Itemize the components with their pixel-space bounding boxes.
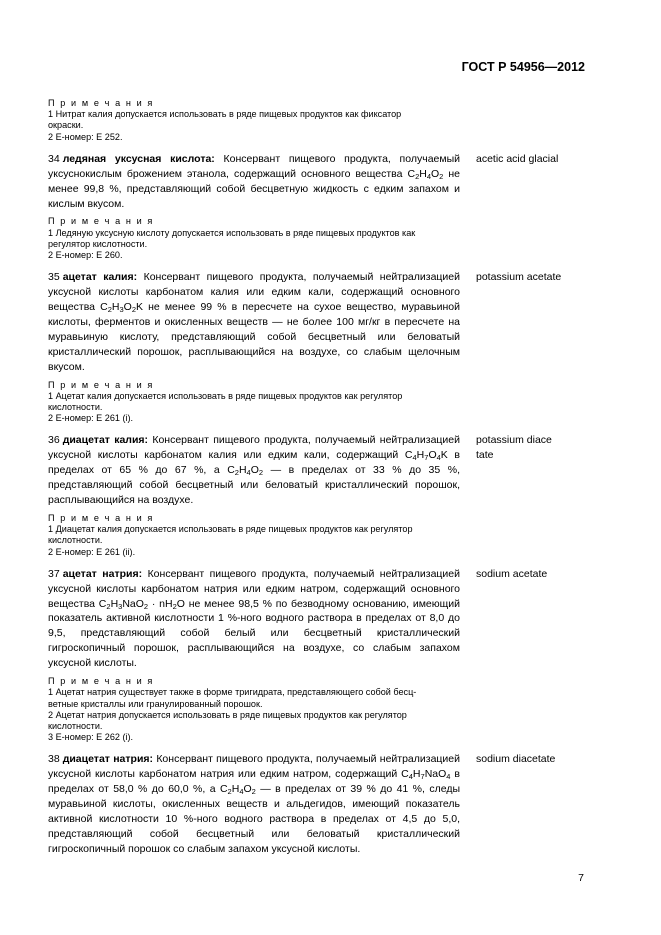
english-equivalent — [476, 433, 576, 463]
note-line: регулятор кислотности. — [48, 238, 148, 249]
term-name: ацетат натрия: — [62, 567, 143, 580]
term-name: диацетат натрия: — [62, 753, 154, 766]
formula-subscript: 2 — [131, 305, 136, 315]
formula-subscript: 4 — [408, 772, 413, 782]
term-definition — [48, 567, 460, 671]
formula-subscript: 2 — [106, 601, 111, 611]
note-line: 2 Е-номер: Е 261 (i). — [48, 413, 134, 424]
definition-text: H — [111, 301, 120, 314]
formula-subscript: 7 — [424, 453, 429, 463]
note-block-33 — [48, 98, 458, 143]
term-number: 38 — [48, 753, 60, 766]
formula-subscript: 4 — [436, 453, 441, 463]
notes-title: П р и м е ч а н и я — [48, 512, 154, 523]
formula-subscript: 3 — [118, 601, 123, 611]
definition-text: O — [123, 301, 132, 314]
formula-subscript: 2 — [439, 171, 444, 181]
note-block-35 — [48, 380, 458, 425]
definition-text: O — [428, 449, 437, 462]
formula-subscript: 4 — [412, 453, 417, 463]
english-equivalent — [476, 152, 576, 167]
formula-subscript: 4 — [246, 468, 251, 478]
note-line: кислотности. — [48, 535, 103, 546]
definition-text: — в пределах от 33 % до 35 %, представляющий собой бесцветный или беловатый кристаллический порошок, расплывающийся на воздухе. — [48, 464, 460, 507]
definition-text: K не менее 99 % в пересчете на сухое вещество, муравьиной кислоты, ферментов и окисленных веществ — не более 100 мг/кг в пересчете на муравьиную кислоту, представляющий собой бесцветный или беловатый кристаллический порошок, расплывающийся на воздухе, со слабым щелочным вкусом. — [48, 301, 460, 373]
formula-subscript: 4 — [239, 787, 244, 797]
page-number: 7 — [578, 872, 584, 884]
definition-text: NaO — [424, 768, 447, 781]
note-line: 1 Диацетат калия допускается использовать в ряде пищевых продуктов как регулятор — [48, 524, 413, 535]
note-line: кислотности. — [48, 720, 103, 731]
definition-text: H — [238, 464, 247, 477]
term-entry-36 — [48, 433, 588, 508]
notes-title: П р и м е ч а н и я — [48, 98, 154, 108]
term-entry-38 — [48, 752, 588, 856]
english-term: sodium diacetate — [476, 753, 556, 766]
term-name: ацетат калия: — [62, 271, 138, 284]
english-equivalent — [476, 752, 576, 767]
term-number: 37 — [48, 567, 60, 580]
term-entry-34 — [48, 152, 588, 212]
english-term: tate — [476, 449, 494, 462]
note-line: 1 Нитрат калия допускается использовать в ряде пищевых продуктов как фиксатор — [48, 109, 402, 120]
definition-text: H — [412, 768, 421, 781]
formula-subscript: 2 — [143, 601, 149, 611]
note-line: 2 Е-номер: Е 260. — [48, 250, 123, 261]
formula-subscript: 2 — [258, 468, 264, 478]
term-entry-37 — [48, 567, 588, 671]
note-line: 1 Ацетат натрия существует также в форме тригидрата, представляющего собой бесц- — [48, 687, 417, 698]
term-number: 34 — [48, 152, 60, 165]
term-definition — [48, 152, 460, 212]
term-name: диацетат калия: — [62, 434, 149, 447]
term-name: ледяная уксусная кислота: — [62, 152, 215, 165]
definition-text: K в пределах от 65 % до 67 %, а C — [48, 449, 461, 477]
definition-text: H — [231, 783, 240, 796]
note-line: кислотности. — [48, 402, 103, 412]
definition-text: Консервант пищевого продукта, получаемый нейтрализацией уксусной кислоты карбонатом калия или едким кали, содержащий C — [48, 434, 460, 462]
definition-text: — в пределах от 39 % до 41 %, следы муравьиной кислоты, окисленных веществ и альдегидов, имеющий показатель активной кислотности 10 %-ного водного раствора в пределах от 4,5 до 5,0, представляющий собой бесцветный или беловатый кристаллический гигроскопичный порошок со слабым запахом уксусной кислоты. — [48, 783, 460, 855]
formula-subscript: 4 — [426, 171, 431, 181]
definition-text: O — [243, 783, 252, 796]
term-definition — [48, 433, 460, 508]
formula-subscript: 2 — [227, 787, 232, 797]
document-body — [48, 98, 588, 862]
definition-text: NaO — [122, 597, 144, 610]
formula-subscript: 7 — [420, 772, 425, 782]
definition-text: H — [416, 449, 425, 462]
formula-subscript: 2 — [415, 171, 420, 181]
definition-text: Консервант пищевого продукта, получаемый уксуснокислым брожением этанола, содержащий основного вещества C — [48, 152, 461, 180]
definition-text: H — [110, 597, 119, 610]
note-block-36 — [48, 513, 458, 558]
note-block-37 — [48, 676, 458, 743]
formula-subscript: 4 — [446, 772, 451, 782]
note-line: 1 Ледяную уксусную кислоту допускается использовать в ряде пищевых продуктов как — [48, 227, 416, 238]
note-line: 2 Ацетат натрия допускается использовать в ряде пищевых продуктов как регулятор — [48, 709, 407, 720]
definition-text: не менее 99,8 %, представляющий собой бесцветную жидкость с едким запахом и кислым вкусом. — [48, 167, 460, 210]
definition-text: Консервант пищевого продукта, получаемый нейтрализацией уксусной кислоты карбонатом натрия или едким натром, содержащий C — [48, 753, 460, 781]
note-line: 3 Е-номер: Е 262 (i). — [48, 732, 134, 743]
formula-subscript: 2 — [234, 468, 239, 478]
term-number: 35 — [48, 271, 60, 284]
english-term: potassium acetate — [476, 271, 562, 284]
definition-text: · nH — [148, 597, 173, 610]
definition-text: Консервант пищевого продукта, получаемый нейтрализацией уксусной кислоты карбонатом натрия или едким натром, содержащий основного вещества C — [48, 567, 460, 610]
formula-subscript: 2 — [172, 601, 177, 611]
english-term: sodium acetate — [476, 567, 548, 580]
term-entry-35 — [48, 270, 588, 374]
formula-subscript: 3 — [119, 305, 124, 315]
english-term: potassium diace — [476, 434, 552, 447]
definition-text: O — [431, 167, 440, 180]
definition-text: в пределах от 58,0 % до 60,0 %, а C — [48, 768, 460, 796]
english-equivalent — [476, 567, 576, 582]
english-term: acetic acid glacial — [476, 152, 559, 165]
standard-header: ГОСТ Р 54956—2012 — [461, 60, 585, 74]
note-block-34 — [48, 216, 458, 261]
definition-text: O не менее 98,5 % по безводному основанию, имеющий показатель активной кислотности 1 %-ного водного раствора в пределах от 8,0 до 9,5, представляющий собой белый или бесцветный кристаллический гигроскопичный порошок, расплывающийся на воздухе, со слабым запахом уксусной кислоты. — [48, 597, 460, 670]
term-definition — [48, 270, 460, 374]
formula-subscript: 2 — [107, 305, 112, 315]
definition-text: H — [419, 167, 427, 180]
term-definition — [48, 752, 460, 856]
note-line: ветные кристаллы или гранулированный порошок. — [48, 698, 263, 709]
note-line: 1 Ацетат калия допускается использовать в ряде пищевых продуктов как регулятор — [48, 390, 403, 401]
definition-text: O — [250, 464, 259, 477]
formula-subscript: 2 — [251, 787, 256, 797]
term-number: 36 — [48, 434, 60, 447]
notes-title: П р и м е ч а н и я — [48, 216, 154, 227]
notes-title: П р и м е ч а н и я — [48, 676, 154, 687]
note-line: 2 Е-номер: Е 252. — [48, 131, 123, 142]
notes-title: П р и м е ч а н и я — [48, 379, 154, 390]
definition-text: Консервант пищевого продукта, получаемый нейтрализацией уксусной кислоты карбонатом калия или едким кали, содержащий основного вещества C — [48, 271, 460, 314]
note-line: 2 Е-номер: Е 261 (ii). — [48, 546, 136, 557]
english-equivalent — [476, 270, 576, 285]
note-line: окраски. — [48, 120, 84, 131]
